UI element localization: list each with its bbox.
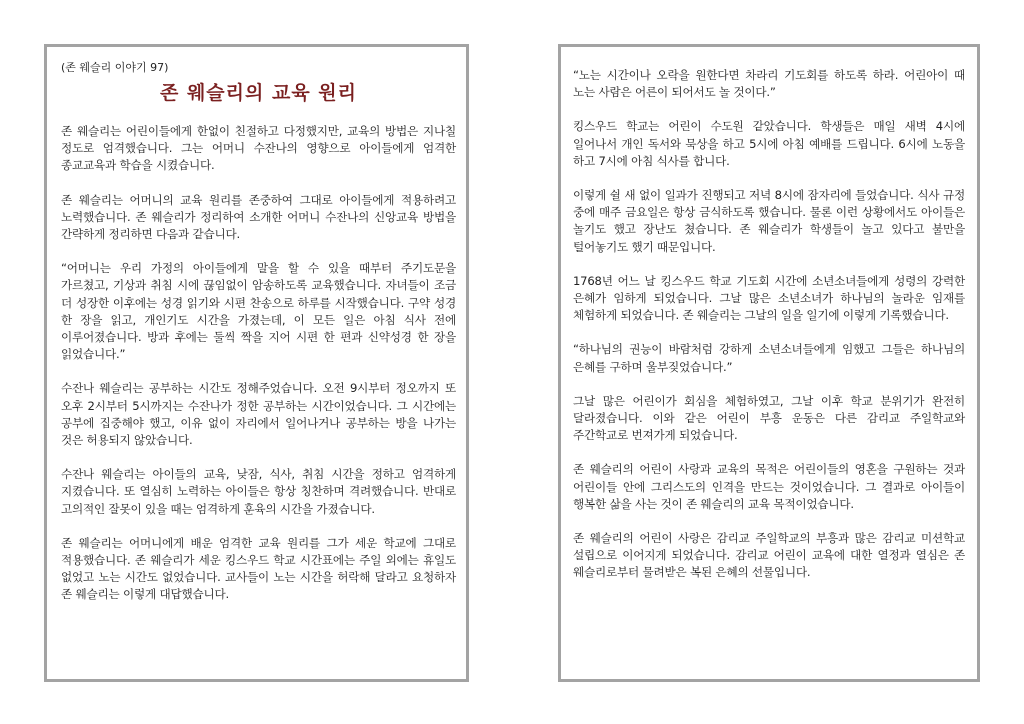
paragraph: 존 웨슬리는 어린이들에게 한없이 친절하고 다정했지만, 교육의 방법은 지나칠 정도로 엄격했습니다. 그는 어머니 수잔나의 영향으로 아이들에게 엄격한 종교교육과 학습을 시켰습니다. [61,124,456,173]
quote-paragraph: “하나님의 권능이 바람처럼 강하게 소년소녀들에게 임했고 그들은 하나님의 은혜를 구하며 울부짖었습니다.” [573,342,965,374]
paragraph: 존 웨슬리는 어머니의 교육 원리를 존중하여 그대로 아이들에게 적용하려고 노력했습니다. 존 웨슬리가 정리하여 소개한 어머니 수잔나의 신앙교육 방법을 간략하게 정리하면 다음과 같습니다. [61,192,456,242]
paragraph: 존 웨슬리의 어린이 사랑과 교육의 목적은 어린이들의 영혼을 구원하는 것과 어린이들 안에 그리스도의 인격을 만드는 것이었습니다. 그 결과로 아이들이 행복한 삶을 사는 것이 존 웨슬리의 교육 목적이었습니다. [573,462,965,511]
series-label: (존 웨슬리 이야기 97) [61,61,169,74]
left-page [44,44,469,682]
paragraph: 킹스우드 학교는 어린이 수도원 같았습니다. 학생들은 매일 새벽 4시에 일어나서 개인 독서와 묵상을 하고 5시에 아침 예배를 드립니다. 6시에 노동을 하고 7시에 아침 식사를 합니다. [573,119,965,168]
paragraph: 이렇게 쉴 새 없이 일과가 진행되고 저녁 8시에 잠자리에 들었습니다. 식사 규정 중에 매주 금요일은 항상 금식하도록 했습니다. 물론 이런 상황에서도 아이들은 놀기도 했고 장난도 쳤습니다. 존 웨슬리가 학생들이 놀고 있다고 불만을 털어놓기도 했기 때문입니다. [573,188,965,254]
page-title: 존 웨슬리의 교육 원리 [159,82,358,104]
paragraph: 존 웨슬리는 어머니에게 배운 엄격한 교육 원리를 그가 세운 학교에 그대로 적용했습니다. 존 웨슬리가 세운 킹스우드 학교 시간표에는 주일 외에는 휴일도 없었고 노는 시간도 없었습니다. 교사들이 노는 시간을 허락해 달라고 요청하자 존 웨슬리는 이렇게 대답했습니다. [61,535,456,602]
paragraph: 그날 많은 어린이가 회심을 체험하였고, 그날 이후 학교 분위기가 완전히 달라졌습니다. 이와 같은 어린이 부흥 운동은 다른 감리교 주일학교와 주간학교로 번져가게 되었습니다. [573,393,965,443]
right-page [558,44,980,682]
quote-paragraph: “노는 시간이나 오락을 원한다면 차라리 기도회를 하도록 하라. 어린아이 때 노는 사람은 어른이 되어서도 놀 것이다.” [573,68,965,100]
paragraph: 존 웨슬리의 어린이 사랑은 감리교 주일학교의 부흥과 많은 감리교 미션학교 설립으로 이어지게 되었습니다. 감리교 어린이 교육에 대한 열정과 열심은 존 웨슬리로부터 물려받은 복된 은혜의 선물입니다. [573,531,965,580]
quote-paragraph: “어머니는 우리 가정의 아이들에게 말을 할 수 있을 때부터 주기도문을 가르쳤고, 기상과 취침 시에 끊임없이 암송하도록 교육했습니다. 자녀들이 조금 더 성장한 이후에는 성경 읽기와 시편 찬송으로 하루를 시작했습니다. 구약 성경 한 장을 읽고, 개인기도 시간을 가졌는데, 이 모든 일은 아침 식사 전에 이루어졌습니다. 방과 후에는 둘씩 짝을 지어 시편 한 편과 신약성경 한 장을 읽었습니다.” [61,261,456,362]
paragraph: 수잔나 웨슬리는 공부하는 시간도 정해주었습니다. 오전 9시부터 정오까지 또 오후 2시부터 5시까지는 수잔나가 정한 공부하는 시간이었습니다. 그 시간에는 공부에 집중해야 했고, 이유 없이 자리에서 일어나거나 공부하는 방을 나가는 것은 허용되지 않았습니다. [61,381,456,448]
paragraph: 1768년 어느 날 킹스우드 학교 기도회 시간에 소년소녀들에게 성령의 강력한 은혜가 임하게 되었습니다. 그날 많은 소년소녀가 하나님의 놀라운 임재를 체험하게 되었습니다. 존 웨슬리는 그날의 일을 일기에 이렇게 기록했습니다. [573,273,965,323]
paragraph: 수잔나 웨슬리는 아이들의 교육, 낮잠, 식사, 취침 시간을 정하고 엄격하게 지켰습니다. 또 열심히 노력하는 아이들은 항상 칭찬하며 격려했습니다. 반대로 고의적인 잘못이 있을 때는 엄격하게 훈육의 시간을 가졌습니다. [61,467,456,516]
